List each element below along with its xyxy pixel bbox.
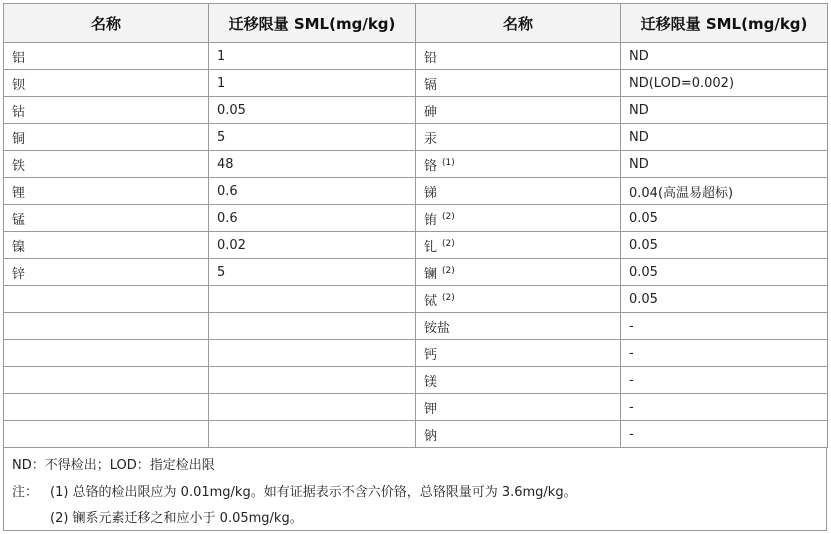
table-row [4, 97, 828, 124]
cell-element-right [416, 178, 621, 205]
cell-text: 0.05 [629, 237, 658, 253]
table-row [4, 367, 828, 394]
cell-element-right [416, 232, 621, 259]
cell-element-left [4, 286, 209, 313]
cell-text: 锌 [12, 266, 26, 282]
cell-sml-right [621, 340, 828, 367]
cell-element-left [4, 205, 209, 232]
abbreviation-note: ND：不得检出；LOD：指定检出限 [12, 458, 215, 473]
cell-element-right [416, 205, 621, 232]
cell-element-right [416, 43, 621, 70]
cell-text: - [629, 426, 634, 442]
cell-element-right [416, 286, 621, 313]
cell-text: 铽 [424, 293, 438, 309]
header-name-left: 名称 [4, 4, 209, 43]
cell-text: 0.04(高温易超标) [629, 185, 734, 201]
cell-text: 1 [217, 75, 226, 91]
table-row [4, 232, 828, 259]
cell-element-right [416, 259, 621, 286]
cell-element-left [4, 151, 209, 178]
footnote-marker: (2) [442, 292, 455, 303]
cell-text: ND [629, 129, 649, 145]
table-row [4, 313, 828, 340]
cell-text: 锑 [424, 185, 438, 201]
cell-sml-right [621, 70, 828, 97]
table-row [4, 286, 828, 313]
cell-element-left [4, 313, 209, 340]
footnote-1: (1) 总铬的检出限应为 0.01mg/kg。如有证据表示不含六价铬，总铬限量可为 3.6mg/kg。 [50, 485, 577, 500]
table-body [4, 43, 828, 448]
table-row [4, 178, 828, 205]
cell-sml-left [209, 259, 416, 286]
cell-element-left [4, 421, 209, 448]
footnote-marker: (2) [442, 265, 455, 276]
cell-sml-left [209, 367, 416, 394]
cell-text: 钠 [424, 428, 438, 444]
cell-text: 钆 [424, 239, 438, 255]
cell-text: 5 [217, 264, 226, 280]
migration-limit-table [3, 3, 828, 448]
cell-element-right [416, 313, 621, 340]
cell-sml-left [209, 286, 416, 313]
cell-text: 0.05 [217, 102, 246, 118]
cell-text: 钴 [12, 104, 26, 120]
cell-sml-left [209, 232, 416, 259]
header-sml-right: 迁移限量 SML(mg/kg) [621, 4, 828, 43]
cell-text: - [629, 399, 634, 415]
cell-element-left [4, 340, 209, 367]
table-row [4, 394, 828, 421]
cell-sml-right [621, 421, 828, 448]
cell-sml-right [621, 313, 828, 340]
cell-text: 0.6 [217, 210, 238, 226]
cell-element-right [416, 421, 621, 448]
cell-text: 0.02 [217, 237, 246, 253]
note-prefix: 注： [12, 485, 39, 500]
cell-text: 钙 [424, 347, 438, 363]
cell-sml-right [621, 178, 828, 205]
cell-text: 镁 [424, 374, 438, 390]
cell-element-right [416, 340, 621, 367]
cell-sml-left [209, 43, 416, 70]
cell-sml-left [209, 394, 416, 421]
table-row [4, 70, 828, 97]
cell-sml-right [621, 124, 828, 151]
cell-element-left [4, 43, 209, 70]
cell-text: 铝 [12, 50, 26, 66]
cell-sml-left [209, 70, 416, 97]
cell-text: 0.05 [629, 264, 658, 280]
cell-sml-right [621, 43, 828, 70]
table-row [4, 259, 828, 286]
cell-sml-left [209, 151, 416, 178]
cell-sml-right [621, 394, 828, 421]
cell-element-left [4, 232, 209, 259]
cell-element-right [416, 70, 621, 97]
cell-element-right [416, 97, 621, 124]
header-row [4, 4, 828, 43]
cell-text: 镧 [424, 266, 438, 282]
cell-sml-right [621, 205, 828, 232]
cell-sml-left [209, 421, 416, 448]
cell-sml-right [621, 286, 828, 313]
cell-text: 锰 [12, 212, 26, 228]
cell-text: 铬 [424, 158, 438, 174]
cell-text: 0.05 [629, 210, 658, 226]
cell-text: - [629, 372, 634, 388]
table-header [4, 4, 828, 43]
cell-sml-right [621, 151, 828, 178]
table-row [4, 124, 828, 151]
table-row [4, 43, 828, 70]
table-row [4, 340, 828, 367]
cell-text: 1 [217, 48, 226, 64]
cell-element-right [416, 394, 621, 421]
cell-text: 汞 [424, 131, 438, 147]
cell-sml-left [209, 97, 416, 124]
table-row [4, 151, 828, 178]
cell-text: 镉 [424, 77, 438, 93]
cell-element-left [4, 394, 209, 421]
cell-element-left [4, 259, 209, 286]
cell-element-left [4, 367, 209, 394]
table-row [4, 421, 828, 448]
cell-text: 0.6 [217, 183, 238, 199]
cell-element-right [416, 151, 621, 178]
cell-text: 锂 [12, 185, 26, 201]
cell-text: 钡 [12, 77, 26, 93]
cell-text: 铜 [12, 131, 26, 147]
cell-text: - [629, 345, 634, 361]
cell-element-right [416, 367, 621, 394]
header-sml-left: 迁移限量 SML(mg/kg) [209, 4, 416, 43]
cell-text: 镍 [12, 239, 26, 255]
footnote-marker: (2) [442, 211, 455, 222]
cell-element-left [4, 70, 209, 97]
cell-text: 48 [217, 156, 234, 172]
cell-element-left [4, 124, 209, 151]
document [3, 3, 827, 531]
cell-text: ND [629, 156, 649, 172]
cell-sml-right [621, 259, 828, 286]
table-notes [3, 448, 827, 531]
cell-element-left [4, 97, 209, 124]
cell-sml-left [209, 313, 416, 340]
footnote-2: (2) 镧系元素迁移之和应小于 0.05mg/kg。 [50, 511, 303, 526]
cell-text: - [629, 318, 634, 334]
cell-sml-left [209, 178, 416, 205]
header-name-right: 名称 [416, 4, 621, 43]
cell-element-left [4, 178, 209, 205]
cell-text: 钾 [424, 401, 438, 417]
cell-text: 5 [217, 129, 226, 145]
cell-text: ND [629, 48, 649, 64]
cell-sml-left [209, 124, 416, 151]
cell-text: 铅 [424, 50, 438, 66]
cell-text: 铕 [424, 212, 438, 228]
cell-sml-left [209, 205, 416, 232]
footnote-marker: (1) [442, 157, 455, 168]
cell-sml-right [621, 367, 828, 394]
cell-text: 砷 [424, 104, 438, 120]
cell-text: ND(LOD=0.002) [629, 75, 735, 91]
cell-text: 0.05 [629, 291, 658, 307]
cell-element-right [416, 124, 621, 151]
cell-sml-left [209, 340, 416, 367]
table-row [4, 205, 828, 232]
cell-sml-right [621, 97, 828, 124]
cell-text: ND [629, 102, 649, 118]
cell-text: 铁 [12, 158, 26, 174]
cell-sml-right [621, 232, 828, 259]
footnote-marker: (2) [442, 238, 455, 249]
cell-text: 铵盐 [424, 320, 451, 336]
